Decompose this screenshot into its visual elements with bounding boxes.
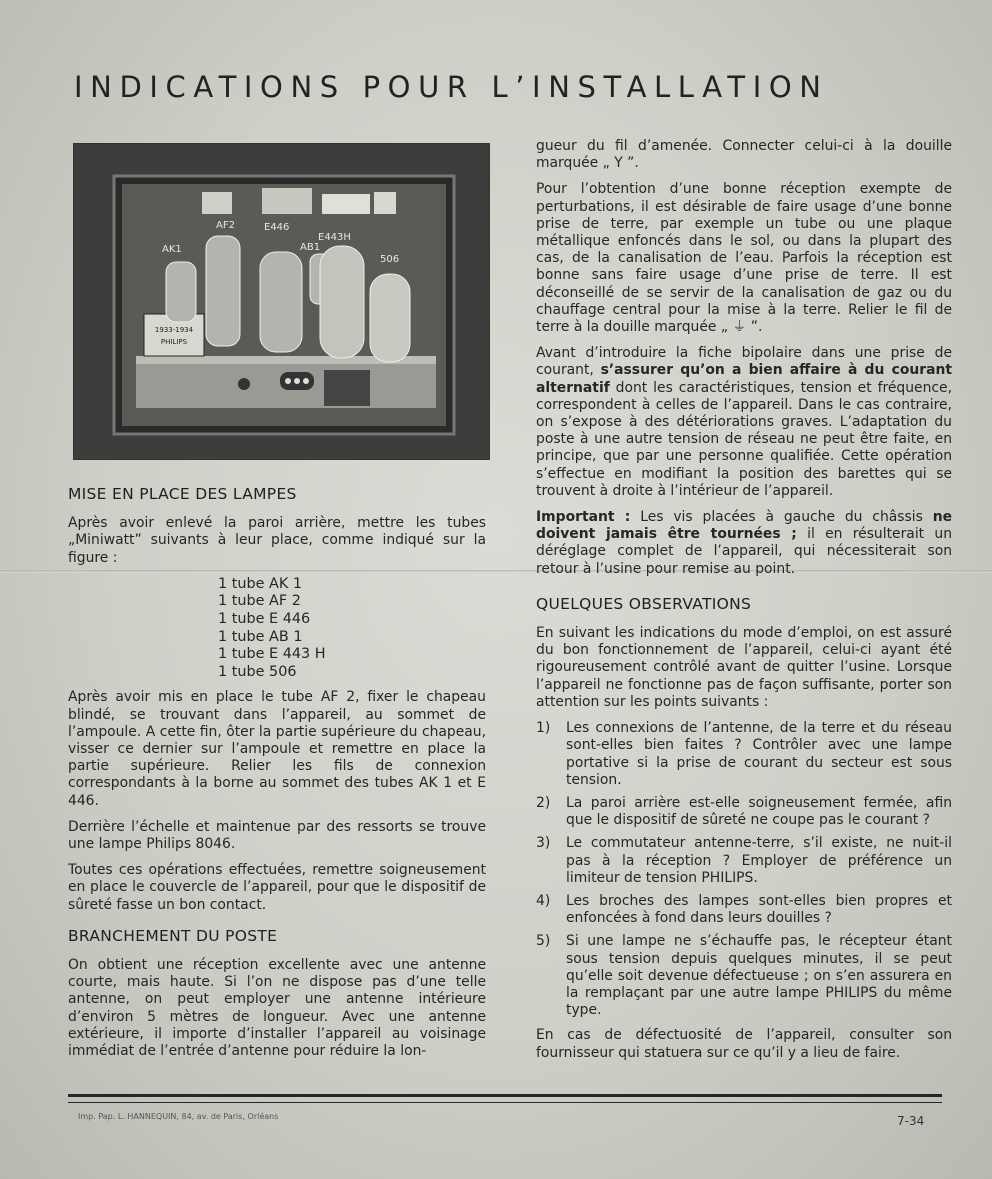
tube-label-506: 506 xyxy=(380,254,400,265)
tube-list-item: 1 tube E 446 xyxy=(218,611,311,627)
heading-observations: QUELQUES OBSERVATIONS xyxy=(536,594,752,613)
paragraph-lamp-8046: Derrière l’échelle et maintenue par des ressorts se trouve une lampe Philips 8046. xyxy=(68,818,486,852)
paragraph-tubes-intro: Après avoir enlevé la paroi arrière, mettre les tubes „Miniwatt” suivants à leur place, comme indiqué sur la figure : xyxy=(68,515,486,566)
tube-list-item: 1 tube AF 2 xyxy=(218,593,301,610)
current-warning-bold: s’assurer qu’on a bien affaire à du courant alternatif xyxy=(536,362,952,396)
tube-label-e443h: E443H xyxy=(318,232,351,243)
chassis-plate-year: 1933-1934 xyxy=(154,326,194,334)
heading-branchement: BRANCHEMENT DU POSTE xyxy=(68,926,278,945)
important-label: Important : xyxy=(536,509,631,526)
tube-list-item: 1 tube AB 1 xyxy=(218,628,303,645)
observation-text: La paroi arrière est-elle soigneusement fermée, afin que le dispositif de sûreté ne coupe pas le courant ? xyxy=(566,794,952,829)
observation-number: 3) xyxy=(536,835,551,852)
right-column xyxy=(536,138,952,1071)
footer-rule-thin xyxy=(68,1102,942,1103)
tube-list-item: 1 tube AK 1 xyxy=(218,575,303,592)
paragraph-defect: En cas de défectuosité de l’appareil, consulter son fournisseur qui statuera sur ce qu’il y a lieu de faire. xyxy=(536,1027,952,1061)
observation-item xyxy=(536,795,952,829)
left-column xyxy=(68,486,486,1069)
observation-text: Les broches des lampes sont-elles bien propres et enfoncées à fond dans leurs douilles ? xyxy=(566,892,952,927)
tube-list xyxy=(218,576,486,682)
chassis-plate-brand: PHILIPS xyxy=(160,338,188,346)
paragraph-ground: Pour l’obtention d’une bonne réception exempte de perturbations, il est désirable de faire usage d’une bonne prise de terre, par exemple un tube ou une plaque métallique enfoncés dans le sol, ou dans la plupart des cas, de la canalisation de l’eau. Parfois la réception est bonne sans faire usage d’une prise de terre. Il est déconseillé de se servir de la canalisation de gaz ou du chauffage central pour la mise à la terre. Relier le fil de terre à la douille marquée „ ⏚ ”. xyxy=(536,181,952,336)
observation-text: Les connexions de l’antenne, de la terre et du réseau sont-elles bien faites ? Contrôler avec une lampe portative si la prise de courant du secteur est sous tension. xyxy=(566,720,952,788)
printer-imprint: Imp. Pap. L. HANNEQUIN, 84, av. de Paris, Orléans xyxy=(78,1112,279,1121)
tube-list-item: 1 tube E 443 H xyxy=(218,646,326,663)
observations-list xyxy=(536,720,952,1019)
paragraph-antenna-cont: gueur du fil d’amenée. Connecter celui-ci à la douille marquée „ Y ”. xyxy=(536,138,952,172)
paragraph-current xyxy=(536,345,952,500)
tube-label-ab1: AB1 xyxy=(300,242,321,253)
footer-rule-thick xyxy=(68,1094,942,1097)
tube-label-af2: AF2 xyxy=(216,220,235,231)
tube-label-ak1: AK1 xyxy=(162,244,182,255)
print-code: 7-34 xyxy=(897,1114,925,1128)
observation-item xyxy=(536,933,952,1019)
heading-mise-en-place: MISE EN PLACE DES LAMPES xyxy=(68,485,297,503)
page-title: INDICATIONS POUR L’INSTALLATION xyxy=(74,70,829,104)
observation-text: Si une lampe ne s’échauffe pas, le récepteur étant sous tension depuis quelques minutes, il se peut qu’elle soit devenue défectueuse ; on s’en assurera en la remplaçant par une autre lampe PHILIPS du même type. xyxy=(566,933,952,1019)
current-text-b: dont les caractéristiques, tension et fréquence, correspondent à celles de l’appareil. Dans le cas contraire, on s’expose à des détériorations graves. L’adaptation du poste à une autre tension de réseau ne peut être faite, en principe, que par une personne qualifiée. Cette opération s’effectue en modifiant la position des barettes qui se trouvent à droite à l’intérieur de l’appareil. xyxy=(536,379,952,499)
observation-number: 5) xyxy=(536,933,551,950)
radio-chassis-photo xyxy=(73,143,490,460)
observation-text: Le commutateur antenne-terre, s’il existe, ne nuit-il pas à la réception ? Employer de préférence un limiteur de tension PHILIPS. xyxy=(566,835,952,886)
important-warning-bold: ne doivent jamais être tournées ; xyxy=(536,509,952,543)
tube-list-item: 1 tube 506 xyxy=(218,663,297,680)
paragraph-af2-shield: Après avoir mis en place le tube AF 2, fixer le chapeau blindé, se trouvant dans l’appareil, au sommet de l’ampoule. A cette fin, ôter la partie supérieure du chapeau, visser ce dernier sur l’ampoule et remettre en place la partie supérieure. Relier les fils de connexion correspondants à la borne au sommet des tubes AK 1 et E 446. xyxy=(68,689,486,809)
observation-number: 1) xyxy=(536,720,551,737)
observation-number: 4) xyxy=(536,892,551,909)
tube-label-e446: E446 xyxy=(264,222,290,233)
observation-number: 2) xyxy=(536,794,551,811)
paragraph-important xyxy=(536,509,952,578)
observation-item xyxy=(536,835,952,887)
paragraph-antenna: On obtient une réception excellente avec une antenne courte, mais haute. Si l’on ne dispose pas d’une telle antenne, on peut employer une antenne intérieure d’environ 5 mètres de longueur. Avec une antenne extérieure, il importe d’installer l’appareil au voisinage immédiat de l’entrée d’antenne pour réduire la lon- xyxy=(68,957,486,1060)
observation-item xyxy=(536,720,952,789)
current-text-a: Avant d’introduire la fiche bipolaire dans une prise de courant, xyxy=(536,345,952,379)
paragraph-cover: Toutes ces opérations effectuées, remettre soigneusement en place le couvercle de l’appareil, pour que le dispositif de sûreté fasse un bon contact. xyxy=(68,862,486,913)
observation-item xyxy=(536,893,952,927)
important-text-a: Les vis placées à gauche du châssis xyxy=(630,509,933,526)
important-text-b: il en résulterait un déréglage complet de l’appareil, qui nécessiterait son retour à l’usine pour remise au point. xyxy=(536,526,952,577)
paragraph-observations-intro: En suivant les indications du mode d’emploi, on est assuré du bon fonctionnement de l’appareil, celui-ci ayant été rigoureusement contrôlé avant de quitter l’usine. Lorsque l’appareil ne fonctionne pas de façon suffisante, porter son attention sur les points suivants : xyxy=(536,625,952,710)
